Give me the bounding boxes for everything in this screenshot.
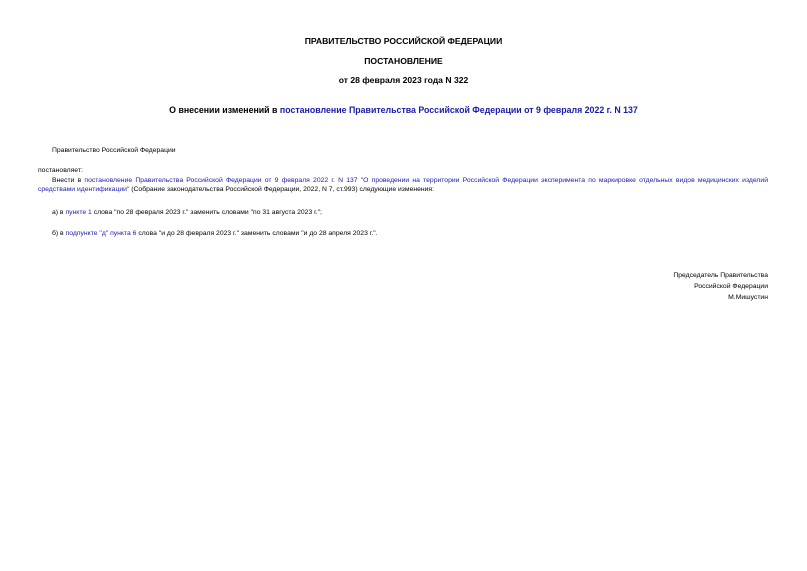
item-a-paragraph xyxy=(52,208,322,217)
signature-title-line1: Председатель Правительства xyxy=(673,272,768,279)
document-type-heading: ПОСТАНОВЛЕНИЕ xyxy=(364,56,443,66)
item-a-link[interactable]: пункте 1 xyxy=(65,209,92,216)
decrees-text: постановляет: xyxy=(38,167,83,174)
signature-title-line2: Российской Федерации xyxy=(694,283,768,290)
signature-block xyxy=(673,270,768,303)
document-subject xyxy=(0,105,807,116)
intro-decree-link[interactable]: постановление Правительства Российской Федерации от 9 февраля 2022 г. N 137 "О проведении на территории Российской Федерации эксперимента по маркировке отдельных видов медицинских изделий средствами идентификации" xyxy=(38,177,768,194)
subject-decree-link[interactable]: постановление Правительства Российской Федерации от 9 февраля 2022 г. N 137 xyxy=(279,105,638,115)
item-b-prefix: б) в xyxy=(52,230,66,237)
item-b-link[interactable]: подпункте "д" пункта 6 xyxy=(65,230,137,237)
government-heading: ПРАВИТЕЛЬСТВО РОССИЙСКОЙ ФЕДЕРАЦИИ xyxy=(304,36,503,46)
item-b-suffix: слова "и до 28 февраля 2023 г." заменить словами "и до 28 апреля 2023 г.". xyxy=(136,230,378,237)
intro-suffix: (Собрание законодательства Российской Федерации, 2022, N 7, ст.993) следующие изменения: xyxy=(129,186,435,194)
signature-name: М.Мишустин xyxy=(728,294,768,301)
item-b-paragraph xyxy=(52,229,378,238)
document-date-number: от 28 февраля 2023 года N 322 xyxy=(338,75,469,85)
issuer-text: Правительство Российской Федерации xyxy=(52,147,176,154)
intro-prefix: Внести в xyxy=(52,177,85,184)
item-a-suffix: слова "по 28 февраля 2023 г." заменить словами "по 31 августа 2023 г."; xyxy=(91,209,322,216)
intro-paragraph xyxy=(38,176,768,195)
item-a-prefix: а) в xyxy=(52,209,66,216)
subject-prefix: О внесении изменений в xyxy=(169,105,280,115)
